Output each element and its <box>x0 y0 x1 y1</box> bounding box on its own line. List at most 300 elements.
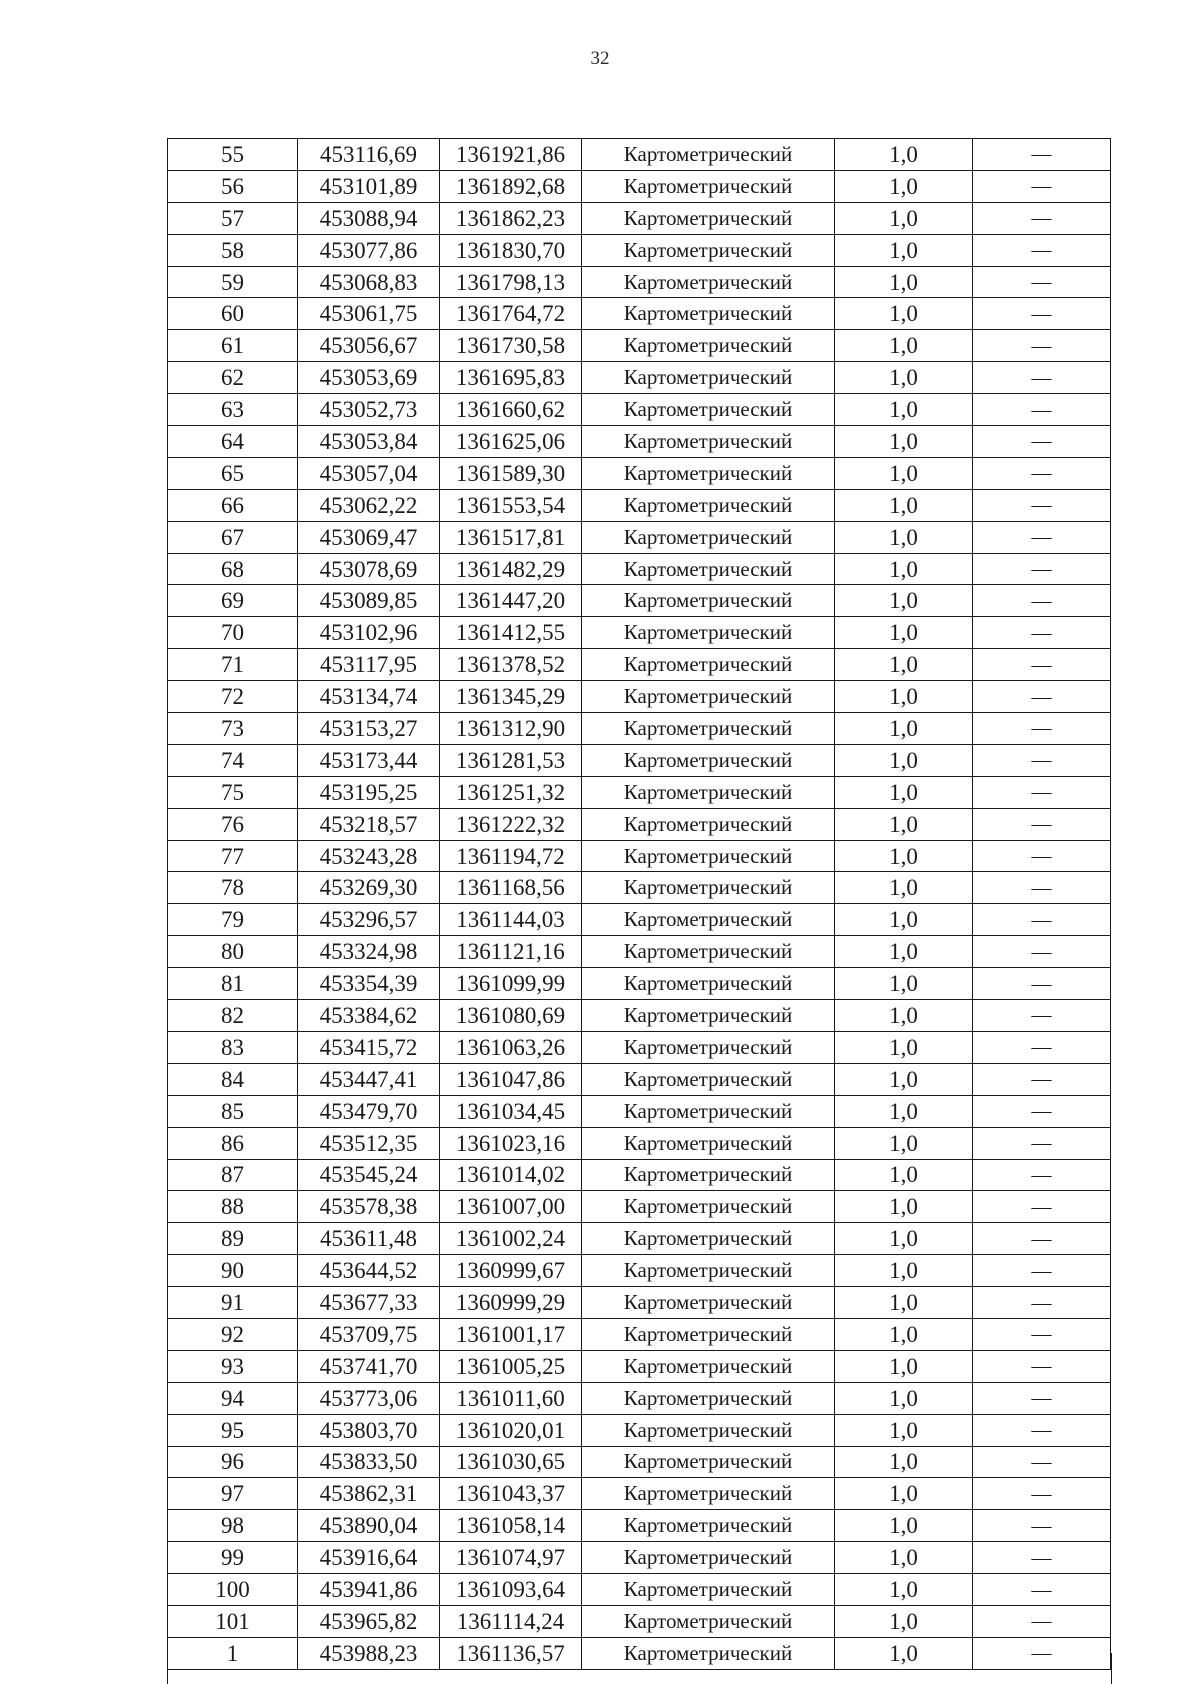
method-cell: Картометрический <box>582 1000 835 1032</box>
table-row <box>168 1031 1111 1063</box>
point-number-cell: 72 <box>168 681 298 713</box>
coordinate-x-cell: 453061,75 <box>298 298 440 330</box>
coordinate-y-cell: 1361660,62 <box>440 394 582 426</box>
coordinate-x-cell: 453447,41 <box>298 1063 440 1095</box>
accuracy-cell: 1,0 <box>835 681 973 713</box>
method-cell: Картометрический <box>582 202 835 234</box>
coordinate-y-cell: 1361043,37 <box>440 1478 582 1510</box>
method-cell: Картометрический <box>582 394 835 426</box>
coordinate-x-cell: 453116,69 <box>298 139 440 171</box>
point-number-cell: 99 <box>168 1542 298 1574</box>
coordinate-x-cell: 453173,44 <box>298 744 440 776</box>
point-number-cell: 76 <box>168 808 298 840</box>
point-number-cell: 94 <box>168 1382 298 1414</box>
method-cell: Картометрический <box>582 1159 835 1191</box>
coordinate-x-cell: 453062,22 <box>298 489 440 521</box>
coordinate-x-cell: 453088,94 <box>298 202 440 234</box>
point-number-cell: 89 <box>168 1223 298 1255</box>
point-number-cell: 62 <box>168 362 298 394</box>
coordinate-y-cell: 1361121,16 <box>440 936 582 968</box>
point-number-cell: 81 <box>168 968 298 1000</box>
point-number-cell: 71 <box>168 649 298 681</box>
point-number-cell: 91 <box>168 1287 298 1319</box>
point-number-cell: 90 <box>168 1255 298 1287</box>
table-continuation <box>167 1653 1112 1684</box>
coordinate-x-cell: 453053,69 <box>298 362 440 394</box>
coordinate-y-cell: 1361144,03 <box>440 904 582 936</box>
point-number-cell: 95 <box>168 1414 298 1446</box>
coordinate-y-cell: 1360999,67 <box>440 1255 582 1287</box>
note-cell: — <box>973 362 1111 394</box>
accuracy-cell: 1,0 <box>835 968 973 1000</box>
coordinate-x-cell: 453102,96 <box>298 617 440 649</box>
coordinate-x-cell: 453890,04 <box>298 1510 440 1542</box>
note-cell: — <box>973 298 1111 330</box>
note-cell: — <box>973 266 1111 298</box>
coordinate-x-cell: 453296,57 <box>298 904 440 936</box>
table-row <box>168 1574 1111 1606</box>
table-row <box>168 553 1111 585</box>
coordinate-y-cell: 1361378,52 <box>440 649 582 681</box>
coordinate-x-cell: 453134,74 <box>298 681 440 713</box>
coordinate-y-cell: 1361222,32 <box>440 808 582 840</box>
coordinate-y-cell: 1361030,65 <box>440 1446 582 1478</box>
table-row <box>168 808 1111 840</box>
point-number-cell: 1 <box>168 1637 298 1669</box>
coordinate-x-cell: 453069,47 <box>298 521 440 553</box>
accuracy-cell: 1,0 <box>835 744 973 776</box>
note-cell: — <box>973 330 1111 362</box>
table-row <box>168 266 1111 298</box>
accuracy-cell: 1,0 <box>835 362 973 394</box>
method-cell: Картометрический <box>582 1414 835 1446</box>
method-cell: Картометрический <box>582 904 835 936</box>
coordinate-x-cell: 453709,75 <box>298 1318 440 1350</box>
coordinate-y-cell: 1360999,29 <box>440 1287 582 1319</box>
accuracy-cell: 1,0 <box>835 904 973 936</box>
coordinate-y-cell: 1361281,53 <box>440 744 582 776</box>
table-row <box>168 1318 1111 1350</box>
method-cell: Картометрический <box>582 170 835 202</box>
method-cell: Картометрический <box>582 266 835 298</box>
method-cell: Картометрический <box>582 1510 835 1542</box>
point-number-cell: 65 <box>168 457 298 489</box>
point-number-cell: 74 <box>168 744 298 776</box>
method-cell: Картометрический <box>582 521 835 553</box>
coordinate-x-cell: 453941,86 <box>298 1574 440 1606</box>
note-cell: — <box>973 1095 1111 1127</box>
method-cell: Картометрический <box>582 1574 835 1606</box>
point-number-cell: 57 <box>168 202 298 234</box>
coordinate-y-cell: 1361194,72 <box>440 840 582 872</box>
coordinate-y-cell: 1361001,17 <box>440 1318 582 1350</box>
method-cell: Картометрический <box>582 1382 835 1414</box>
table-row <box>168 426 1111 458</box>
coordinate-y-cell: 1361002,24 <box>440 1223 582 1255</box>
coordinate-y-cell: 1361093,64 <box>440 1574 582 1606</box>
note-cell: — <box>973 649 1111 681</box>
coordinate-y-cell: 1361412,55 <box>440 617 582 649</box>
point-number-cell: 67 <box>168 521 298 553</box>
note-cell: — <box>973 521 1111 553</box>
accuracy-cell: 1,0 <box>835 840 973 872</box>
method-cell: Картометрический <box>582 298 835 330</box>
coordinate-x-cell: 453053,84 <box>298 426 440 458</box>
method-cell: Картометрический <box>582 808 835 840</box>
accuracy-cell: 1,0 <box>835 553 973 585</box>
table-row <box>168 139 1111 171</box>
method-cell: Картометрический <box>582 1605 835 1637</box>
accuracy-cell: 1,0 <box>835 1031 973 1063</box>
coordinate-x-cell: 453578,38 <box>298 1191 440 1223</box>
accuracy-cell: 1,0 <box>835 426 973 458</box>
table-row <box>168 681 1111 713</box>
point-number-cell: 78 <box>168 872 298 904</box>
coordinate-y-cell: 1361830,70 <box>440 234 582 266</box>
point-number-cell: 63 <box>168 394 298 426</box>
coordinate-y-cell: 1361517,81 <box>440 521 582 553</box>
method-cell: Картометрический <box>582 362 835 394</box>
table-row <box>168 1095 1111 1127</box>
accuracy-cell: 1,0 <box>835 1350 973 1382</box>
note-cell: — <box>973 202 1111 234</box>
coordinate-y-cell: 1361730,58 <box>440 330 582 362</box>
point-number-cell: 92 <box>168 1318 298 1350</box>
coordinate-x-cell: 453512,35 <box>298 1127 440 1159</box>
accuracy-cell: 1,0 <box>835 1063 973 1095</box>
coordinate-x-cell: 453218,57 <box>298 808 440 840</box>
table-row <box>168 170 1111 202</box>
note-cell: — <box>973 489 1111 521</box>
note-cell: — <box>973 1637 1111 1669</box>
coordinate-y-cell: 1361921,86 <box>440 139 582 171</box>
note-cell: — <box>973 170 1111 202</box>
method-cell: Картометрический <box>582 1446 835 1478</box>
coordinate-x-cell: 453354,39 <box>298 968 440 1000</box>
point-number-cell: 60 <box>168 298 298 330</box>
note-cell: — <box>973 744 1111 776</box>
accuracy-cell: 1,0 <box>835 585 973 617</box>
point-number-cell: 70 <box>168 617 298 649</box>
coordinate-x-cell: 453068,83 <box>298 266 440 298</box>
table-row <box>168 1159 1111 1191</box>
point-number-cell: 83 <box>168 1031 298 1063</box>
table-row <box>168 1446 1111 1478</box>
table-row <box>168 521 1111 553</box>
note-cell: — <box>973 234 1111 266</box>
coordinate-x-cell: 453677,33 <box>298 1287 440 1319</box>
coordinate-y-cell: 1361074,97 <box>440 1542 582 1574</box>
note-cell: — <box>973 713 1111 745</box>
method-cell: Картометрический <box>582 968 835 1000</box>
method-cell: Картометрический <box>582 776 835 808</box>
point-number-cell: 56 <box>168 170 298 202</box>
accuracy-cell: 1,0 <box>835 202 973 234</box>
coordinate-x-cell: 453965,82 <box>298 1605 440 1637</box>
coordinate-x-cell: 453803,70 <box>298 1414 440 1446</box>
method-cell: Картометрический <box>582 330 835 362</box>
table-row <box>168 1478 1111 1510</box>
method-cell: Картометрический <box>582 553 835 585</box>
method-cell: Картометрический <box>582 1287 835 1319</box>
note-cell: — <box>973 840 1111 872</box>
coordinate-x-cell: 453243,28 <box>298 840 440 872</box>
coordinate-x-cell: 453611,48 <box>298 1223 440 1255</box>
coordinates-table <box>167 138 1111 1670</box>
table-row <box>168 968 1111 1000</box>
note-cell: — <box>973 968 1111 1000</box>
table-row <box>168 457 1111 489</box>
accuracy-cell: 1,0 <box>835 1287 973 1319</box>
table-row <box>168 489 1111 521</box>
table-row <box>168 394 1111 426</box>
coordinate-x-cell: 453644,52 <box>298 1255 440 1287</box>
accuracy-cell: 1,0 <box>835 1255 973 1287</box>
note-cell: — <box>973 139 1111 171</box>
accuracy-cell: 1,0 <box>835 1318 973 1350</box>
accuracy-cell: 1,0 <box>835 1605 973 1637</box>
accuracy-cell: 1,0 <box>835 649 973 681</box>
table-row <box>168 1542 1111 1574</box>
note-cell: — <box>973 1605 1111 1637</box>
note-cell: — <box>973 1000 1111 1032</box>
method-cell: Картометрический <box>582 936 835 968</box>
point-number-cell: 79 <box>168 904 298 936</box>
note-cell: — <box>973 553 1111 585</box>
table-row <box>168 904 1111 936</box>
coordinate-x-cell: 453195,25 <box>298 776 440 808</box>
coordinate-x-cell: 453833,50 <box>298 1446 440 1478</box>
note-cell: — <box>973 1318 1111 1350</box>
accuracy-cell: 1,0 <box>835 1382 973 1414</box>
method-cell: Картометрический <box>582 585 835 617</box>
accuracy-cell: 1,0 <box>835 1446 973 1478</box>
point-number-cell: 93 <box>168 1350 298 1382</box>
accuracy-cell: 1,0 <box>835 489 973 521</box>
note-cell: — <box>973 457 1111 489</box>
note-cell: — <box>973 1414 1111 1446</box>
point-number-cell: 84 <box>168 1063 298 1095</box>
table-row <box>168 840 1111 872</box>
point-number-cell: 66 <box>168 489 298 521</box>
point-number-cell: 82 <box>168 1000 298 1032</box>
note-cell: — <box>973 1542 1111 1574</box>
coordinate-y-cell: 1361136,57 <box>440 1637 582 1669</box>
table-row <box>168 362 1111 394</box>
point-number-cell: 58 <box>168 234 298 266</box>
table-row <box>168 1350 1111 1382</box>
method-cell: Картометрический <box>582 1318 835 1350</box>
accuracy-cell: 1,0 <box>835 1542 973 1574</box>
accuracy-cell: 1,0 <box>835 1510 973 1542</box>
table-row <box>168 1127 1111 1159</box>
method-cell: Картометрический <box>582 744 835 776</box>
point-number-cell: 55 <box>168 139 298 171</box>
coordinate-x-cell: 453052,73 <box>298 394 440 426</box>
method-cell: Картометрический <box>582 872 835 904</box>
note-cell: — <box>973 1127 1111 1159</box>
method-cell: Картометрический <box>582 234 835 266</box>
note-cell: — <box>973 1287 1111 1319</box>
accuracy-cell: 1,0 <box>835 1191 973 1223</box>
note-cell: — <box>973 585 1111 617</box>
table-row <box>168 649 1111 681</box>
note-cell: — <box>973 1446 1111 1478</box>
accuracy-cell: 1,0 <box>835 1414 973 1446</box>
accuracy-cell: 1,0 <box>835 776 973 808</box>
coordinate-y-cell: 1361114,24 <box>440 1605 582 1637</box>
note-cell: — <box>973 394 1111 426</box>
accuracy-cell: 1,0 <box>835 394 973 426</box>
coordinate-y-cell: 1361447,20 <box>440 585 582 617</box>
note-cell: — <box>973 1159 1111 1191</box>
table-row <box>168 1255 1111 1287</box>
point-number-cell: 73 <box>168 713 298 745</box>
coordinate-x-cell: 453077,86 <box>298 234 440 266</box>
accuracy-cell: 1,0 <box>835 1000 973 1032</box>
accuracy-cell: 1,0 <box>835 234 973 266</box>
accuracy-cell: 1,0 <box>835 713 973 745</box>
accuracy-cell: 1,0 <box>835 617 973 649</box>
page-number: 32 <box>590 48 610 69</box>
coordinate-y-cell: 1361058,14 <box>440 1510 582 1542</box>
accuracy-cell: 1,0 <box>835 298 973 330</box>
note-cell: — <box>973 1350 1111 1382</box>
coordinate-x-cell: 453741,70 <box>298 1350 440 1382</box>
coordinate-y-cell: 1361312,90 <box>440 713 582 745</box>
note-cell: — <box>973 1031 1111 1063</box>
coordinate-x-cell: 453057,04 <box>298 457 440 489</box>
coordinate-y-cell: 1361011,60 <box>440 1382 582 1414</box>
coordinate-y-cell: 1361023,16 <box>440 1127 582 1159</box>
accuracy-cell: 1,0 <box>835 170 973 202</box>
coordinate-y-cell: 1361482,29 <box>440 553 582 585</box>
accuracy-cell: 1,0 <box>835 1637 973 1669</box>
coordinate-x-cell: 453916,64 <box>298 1542 440 1574</box>
table-row <box>168 872 1111 904</box>
point-number-cell: 98 <box>168 1510 298 1542</box>
table-row <box>168 1223 1111 1255</box>
table-row <box>168 330 1111 362</box>
point-number-cell: 87 <box>168 1159 298 1191</box>
method-cell: Картометрический <box>582 1637 835 1669</box>
coordinate-y-cell: 1361589,30 <box>440 457 582 489</box>
coordinate-x-cell: 453153,27 <box>298 713 440 745</box>
note-cell: — <box>973 936 1111 968</box>
note-cell: — <box>973 776 1111 808</box>
note-cell: — <box>973 1510 1111 1542</box>
coordinate-y-cell: 1361345,29 <box>440 681 582 713</box>
accuracy-cell: 1,0 <box>835 1095 973 1127</box>
coordinate-y-cell: 1361007,00 <box>440 1191 582 1223</box>
table-row <box>168 202 1111 234</box>
note-cell: — <box>973 617 1111 649</box>
accuracy-cell: 1,0 <box>835 1574 973 1606</box>
method-cell: Картометрический <box>582 1031 835 1063</box>
method-cell: Картометрический <box>582 139 835 171</box>
point-number-cell: 80 <box>168 936 298 968</box>
method-cell: Картометрический <box>582 1191 835 1223</box>
coordinate-x-cell: 453117,95 <box>298 649 440 681</box>
coordinate-x-cell: 453384,62 <box>298 1000 440 1032</box>
point-number-cell: 101 <box>168 1605 298 1637</box>
table-row <box>168 744 1111 776</box>
method-cell: Картометрический <box>582 1542 835 1574</box>
table-row <box>168 1063 1111 1095</box>
coordinate-y-cell: 1361553,54 <box>440 489 582 521</box>
method-cell: Картометрический <box>582 426 835 458</box>
accuracy-cell: 1,0 <box>835 1223 973 1255</box>
note-cell: — <box>973 1478 1111 1510</box>
point-number-cell: 86 <box>168 1127 298 1159</box>
coordinate-x-cell: 453415,72 <box>298 1031 440 1063</box>
table-row <box>168 776 1111 808</box>
coordinate-y-cell: 1361047,86 <box>440 1063 582 1095</box>
coordinate-y-cell: 1361014,02 <box>440 1159 582 1191</box>
table-row <box>168 1510 1111 1542</box>
coordinate-x-cell: 453078,69 <box>298 553 440 585</box>
table-row <box>168 1287 1111 1319</box>
point-number-cell: 75 <box>168 776 298 808</box>
accuracy-cell: 1,0 <box>835 808 973 840</box>
point-number-cell: 64 <box>168 426 298 458</box>
method-cell: Картометрический <box>582 1478 835 1510</box>
coordinate-y-cell: 1361862,23 <box>440 202 582 234</box>
method-cell: Картометрический <box>582 489 835 521</box>
accuracy-cell: 1,0 <box>835 521 973 553</box>
method-cell: Картометрический <box>582 457 835 489</box>
point-number-cell: 59 <box>168 266 298 298</box>
coordinate-y-cell: 1361063,26 <box>440 1031 582 1063</box>
point-number-cell: 97 <box>168 1478 298 1510</box>
coordinate-x-cell: 453101,89 <box>298 170 440 202</box>
coordinate-x-cell: 453089,85 <box>298 585 440 617</box>
method-cell: Картометрический <box>582 1223 835 1255</box>
coordinate-y-cell: 1361034,45 <box>440 1095 582 1127</box>
method-cell: Картометрический <box>582 840 835 872</box>
table-row <box>168 713 1111 745</box>
method-cell: Картометрический <box>582 1255 835 1287</box>
note-cell: — <box>973 1574 1111 1606</box>
accuracy-cell: 1,0 <box>835 457 973 489</box>
method-cell: Картометрический <box>582 713 835 745</box>
table-row <box>168 617 1111 649</box>
coordinate-x-cell: 453773,06 <box>298 1382 440 1414</box>
table-row <box>168 1605 1111 1637</box>
note-cell: — <box>973 1382 1111 1414</box>
point-number-cell: 68 <box>168 553 298 585</box>
coordinate-y-cell: 1361020,01 <box>440 1414 582 1446</box>
table-row <box>168 936 1111 968</box>
coordinate-y-cell: 1361798,13 <box>440 266 582 298</box>
coordinate-y-cell: 1361005,25 <box>440 1350 582 1382</box>
coordinate-y-cell: 1361080,69 <box>440 1000 582 1032</box>
coordinate-y-cell: 1361764,72 <box>440 298 582 330</box>
method-cell: Картометрический <box>582 617 835 649</box>
point-number-cell: 96 <box>168 1446 298 1478</box>
table-row <box>168 1382 1111 1414</box>
coordinate-y-cell: 1361695,83 <box>440 362 582 394</box>
table-row <box>168 298 1111 330</box>
table-row <box>168 234 1111 266</box>
table-row <box>168 1414 1111 1446</box>
accuracy-cell: 1,0 <box>835 872 973 904</box>
coordinate-y-cell: 1361625,06 <box>440 426 582 458</box>
coordinate-y-cell: 1361251,32 <box>440 776 582 808</box>
point-number-cell: 69 <box>168 585 298 617</box>
note-cell: — <box>973 808 1111 840</box>
coordinate-y-cell: 1361099,99 <box>440 968 582 1000</box>
